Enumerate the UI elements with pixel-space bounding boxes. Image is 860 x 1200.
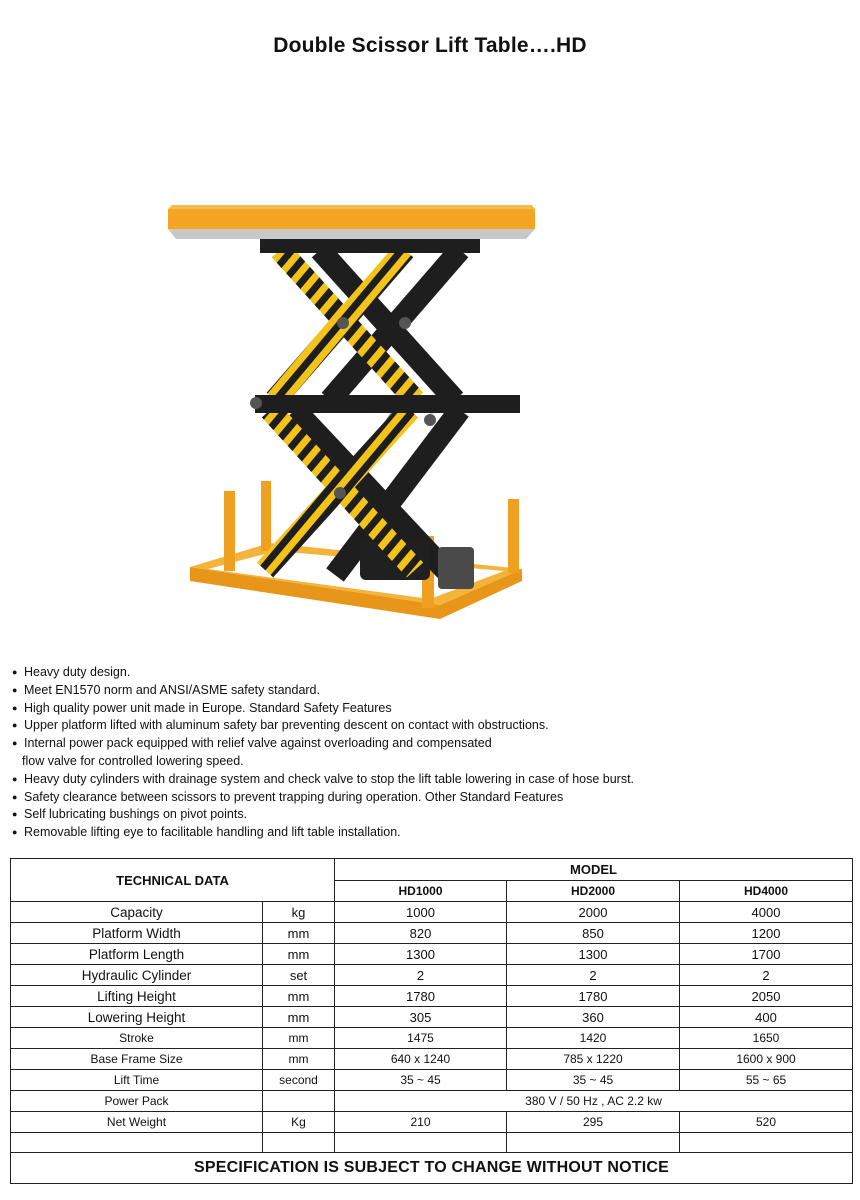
spec-name: Lifting Height (11, 986, 263, 1007)
spec-value: 1700 (680, 944, 853, 965)
spec-value: 1200 (680, 923, 853, 944)
spec-value: 305 (335, 1007, 507, 1028)
spec-value: 2 (335, 965, 507, 986)
spec-value: 2050 (680, 986, 853, 1007)
feature-item: ● Upper platform lifted with aluminum safety bar preventing descent on contact with obstructions. (12, 717, 852, 735)
spec-name: Stroke (11, 1028, 263, 1049)
feature-item: ● Self lubricating bushings on pivot points. (12, 806, 852, 824)
spec-unit: mm (263, 1007, 335, 1028)
spec-value: 520 (680, 1112, 853, 1133)
spec-name: Lift Time (11, 1070, 263, 1091)
spec-value: 820 (335, 923, 507, 944)
spec-unit: mm (263, 1028, 335, 1049)
spec-name: Lowering Height (11, 1007, 263, 1028)
notice-row (11, 1153, 853, 1184)
page-title: Double Scissor Lift Table….HD (273, 34, 587, 57)
spec-value: 400 (680, 1007, 853, 1028)
spec-name: Net Weight (11, 1112, 263, 1133)
spec-value: 2 (680, 965, 853, 986)
model-name: HD4000 (680, 881, 853, 902)
spec-unit: set (263, 965, 335, 986)
table-row (11, 965, 853, 986)
spec-value: 2000 (507, 902, 680, 923)
table-row (11, 1049, 853, 1070)
scissor-lift-image (160, 195, 540, 635)
spec-value: 35 ~ 45 (507, 1070, 680, 1091)
table-header-row (11, 859, 853, 881)
spec-value: 1420 (507, 1028, 680, 1049)
spec-value: 1300 (507, 944, 680, 965)
spec-name: Platform Width (11, 923, 263, 944)
spec-unit: mm (263, 944, 335, 965)
spec-value: 295 (507, 1112, 680, 1133)
spec-value: 35 ~ 45 (335, 1070, 507, 1091)
model-name: HD1000 (335, 881, 507, 902)
spec-value: 850 (507, 923, 680, 944)
spec-value: 1780 (335, 986, 507, 1007)
table-row (11, 923, 853, 944)
technical-data-table (10, 858, 853, 1184)
spec-name: Capacity (11, 902, 263, 923)
spec-value: 1780 (507, 986, 680, 1007)
spec-value: 360 (507, 1007, 680, 1028)
table-row (11, 1028, 853, 1049)
spec-value: 1475 (335, 1028, 507, 1049)
spec-unit: mm (263, 986, 335, 1007)
spec-value: 210 (335, 1112, 507, 1133)
table-row (11, 1091, 853, 1112)
spec-unit: Kg (263, 1112, 335, 1133)
feature-list (12, 664, 852, 842)
table-row (11, 944, 853, 965)
spec-unit: kg (263, 902, 335, 923)
empty-row (11, 1133, 853, 1153)
spec-unit: mm (263, 1049, 335, 1070)
spec-value: 2 (507, 965, 680, 986)
spec-name: Hydraulic Cylinder (11, 965, 263, 986)
spec-name: Power Pack (11, 1091, 263, 1112)
feature-item: ● Heavy duty cylinders with drainage system and check valve to stop the lift table lowering in case of hose burst. (12, 771, 852, 789)
spec-value: 380 V / 50 Hz , AC 2.2 kw (335, 1091, 853, 1112)
technical-data-header: TECHNICAL DATA (11, 859, 335, 902)
feature-item: ● Meet EN1570 norm and ANSI/ASME safety standard. (12, 682, 852, 700)
spec-value: 785 x 1220 (507, 1049, 680, 1070)
feature-item: ● Heavy duty design. (12, 664, 852, 682)
spec-value: 1300 (335, 944, 507, 965)
specification-notice: SPECIFICATION IS SUBJECT TO CHANGE WITHOUT NOTICE (11, 1153, 853, 1184)
feature-item: ● Safety clearance between scissors to prevent trapping during operation. Other Standard Features (12, 789, 852, 807)
spec-value: 640 x 1240 (335, 1049, 507, 1070)
table-row (11, 1070, 853, 1091)
spec-value: 55 ~ 65 (680, 1070, 853, 1091)
spec-unit: mm (263, 923, 335, 944)
feature-item: ● Internal power pack equipped with relief valve against overloading and compensated (12, 735, 852, 753)
table-row (11, 1112, 853, 1133)
spec-name: Base Frame Size (11, 1049, 263, 1070)
spec-value: 1600 x 900 (680, 1049, 853, 1070)
table-row (11, 1007, 853, 1028)
feature-item-continuation: flow valve for controlled lowering speed. (22, 753, 244, 768)
spec-unit (263, 1091, 335, 1112)
model-header: MODEL (335, 859, 853, 881)
feature-item: ● Removable lifting eye to facilitable handling and lift table installation. (12, 824, 852, 842)
table-row (11, 986, 853, 1007)
spec-value: 1000 (335, 902, 507, 923)
spec-name: Platform Length (11, 944, 263, 965)
spec-value: 1650 (680, 1028, 853, 1049)
feature-item: ● High quality power unit made in Europe. Standard Safety Features (12, 700, 852, 718)
spec-value: 4000 (680, 902, 853, 923)
spec-unit: second (263, 1070, 335, 1091)
model-name: HD2000 (507, 881, 680, 902)
table-row (11, 902, 853, 923)
